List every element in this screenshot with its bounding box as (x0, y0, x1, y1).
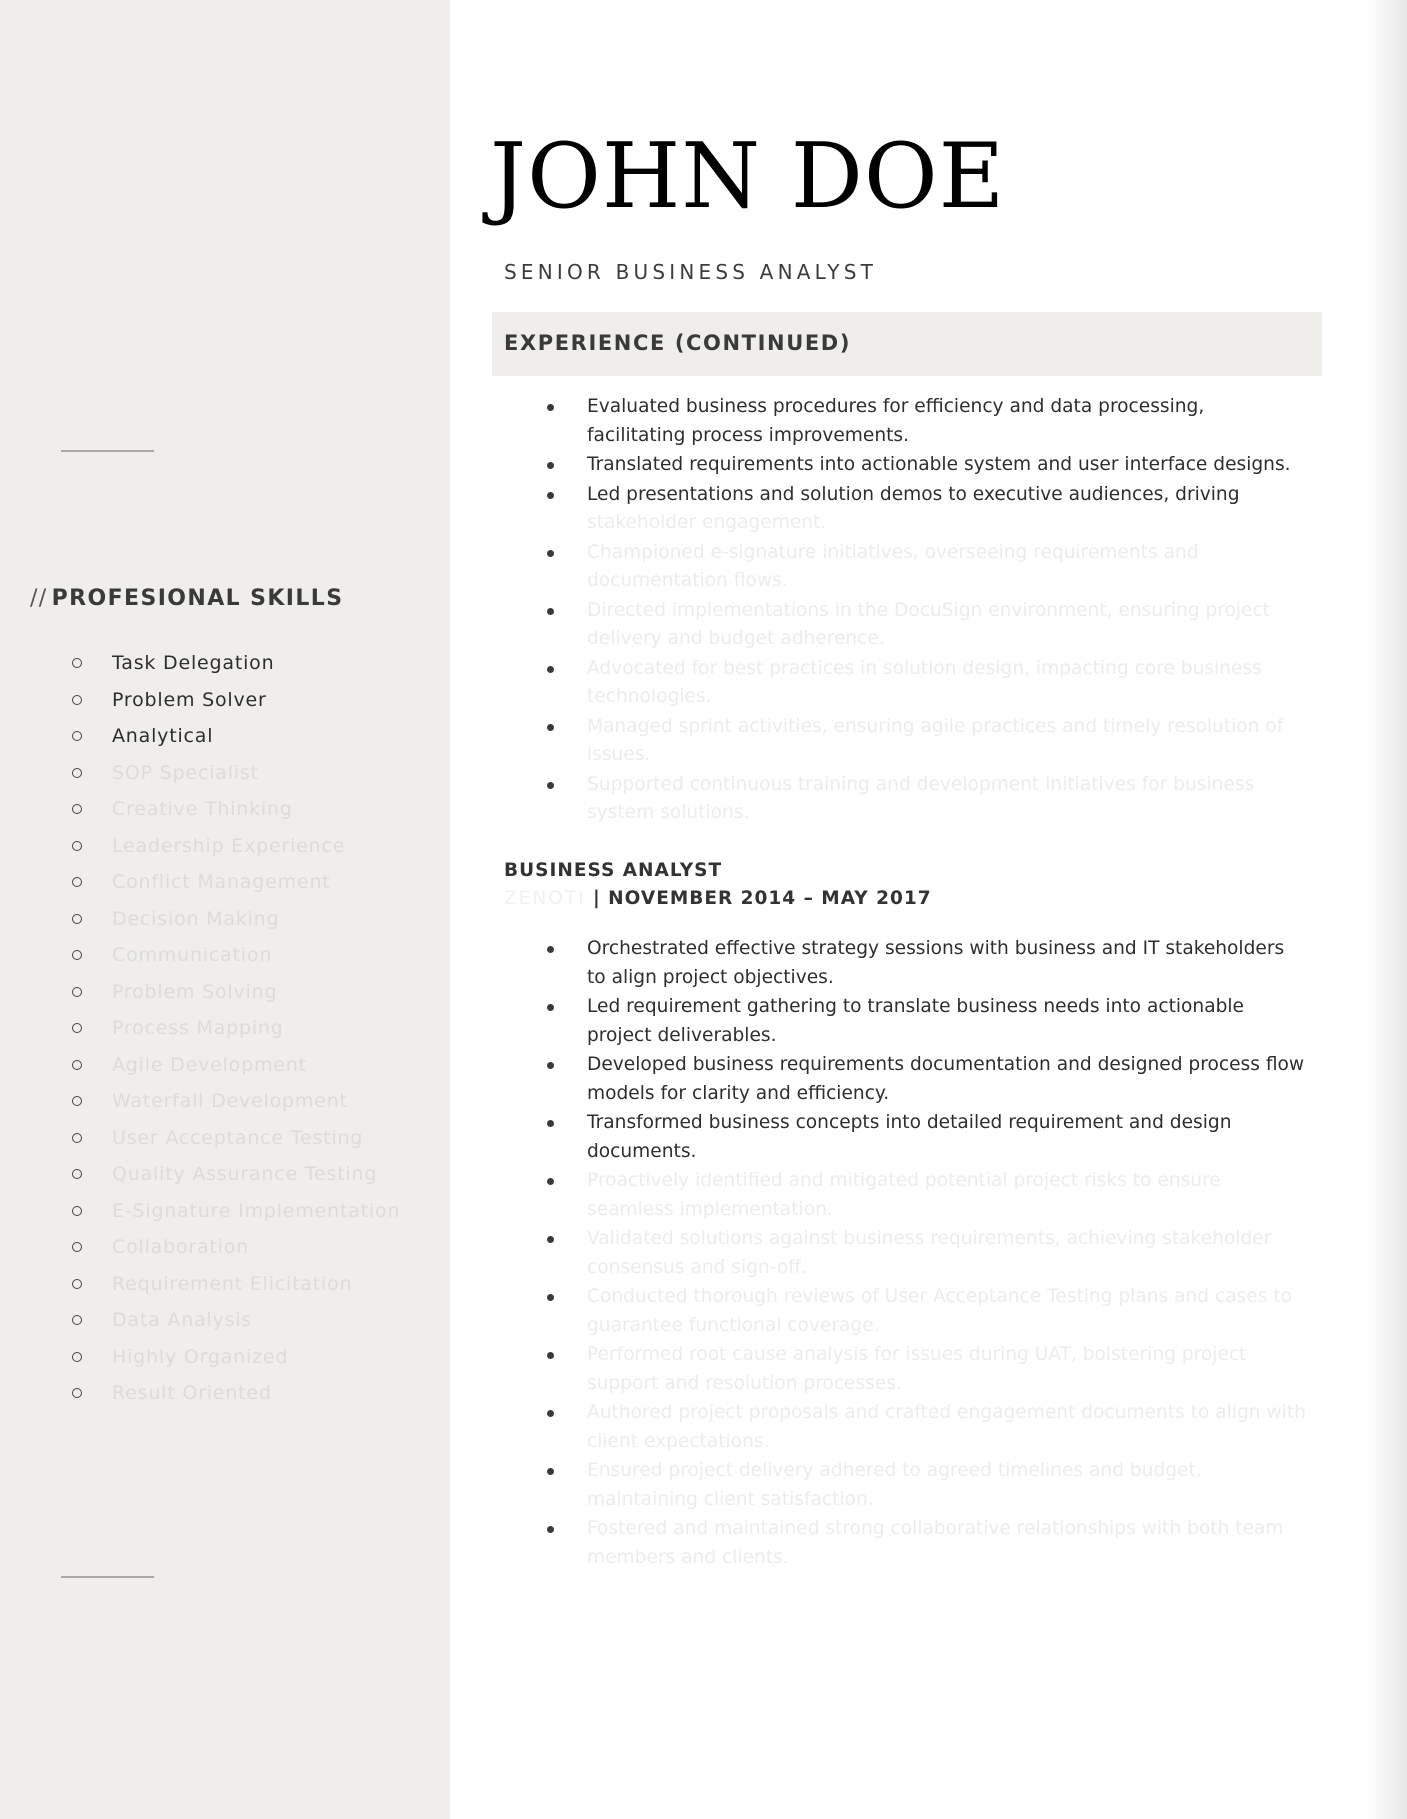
skill-label: Communication (112, 944, 273, 967)
bullet-dot-icon (547, 946, 554, 953)
role-company: ZENOTI (504, 888, 586, 909)
experience-bullet: Conducted thorough reviews of User Acceptance Testing plans and cases to guarantee functional coverage. (450, 1283, 1307, 1340)
experience-bullet: Led presentations and solution demos to executive audiences, driving stakeholder engagement. (450, 481, 1307, 538)
skills-list (70, 645, 400, 1412)
experience-bullet: Developed business requirements documentation and designed process flow models for clarity and efficiency. (450, 1051, 1307, 1108)
main-content (450, 0, 1407, 1819)
skill-label: Creative Thinking (112, 798, 293, 821)
skill-item (70, 937, 400, 974)
experience-bullet: Orchestrated effective strategy sessions with business and IT stakeholders to align project objectives. (450, 935, 1307, 992)
bullet-dot-icon (547, 1526, 554, 1533)
bullet-dot-icon (547, 1352, 554, 1359)
bullet-dot-icon (547, 1178, 554, 1185)
skill-item (70, 1375, 400, 1412)
experience-bullet: Advocated for best practices in solution design, impacting core business technologies. (450, 655, 1307, 712)
experience-bullet: Supported continuous training and development initiatives for business system solutions. (450, 771, 1307, 828)
circle-bullet-icon (72, 1206, 82, 1216)
experience-bullet: Ensured project delivery adhered to agreed timelines and budget, maintaining client satisfaction. (450, 1457, 1307, 1514)
experience-bullet: Transformed business concepts into detailed requirement and design documents. (450, 1109, 1307, 1166)
skill-item (70, 1229, 400, 1266)
skill-item (70, 755, 400, 792)
bullet-dot-icon (547, 724, 554, 731)
section-header-experience (492, 312, 1322, 376)
circle-bullet-icon (72, 695, 82, 705)
circle-bullet-icon (72, 1023, 82, 1033)
experience-bullet: Championed e-signature initiatives, overseeing requirements and documentation flows. (450, 539, 1307, 596)
skill-label: Problem Solver (112, 688, 267, 711)
experience-bullet: Led requirement gathering to translate business needs into actionable project deliverables. (450, 993, 1307, 1050)
circle-bullet-icon (72, 768, 82, 778)
circle-bullet-icon (72, 658, 82, 668)
skill-label: Process Mapping (112, 1017, 284, 1040)
skill-item (70, 1010, 400, 1047)
skill-item (70, 1156, 400, 1193)
skill-item (70, 828, 400, 865)
experience-bullet: Fostered and maintained strong collaborative relationships with both team members and clients. (450, 1515, 1307, 1572)
skill-item (70, 901, 400, 938)
skill-item (70, 1266, 400, 1303)
bullet-dot-icon (547, 404, 554, 411)
skill-label: Requirement Elicitation (112, 1272, 353, 1295)
circle-bullet-icon (72, 804, 82, 814)
skill-item (70, 1339, 400, 1376)
skill-label: Problem Solving (112, 980, 278, 1003)
skill-item (70, 791, 400, 828)
skills-heading-label: PROFESIONAL SKILLS (51, 586, 344, 611)
bullet-dot-icon (547, 782, 554, 789)
bullet-dot-icon (547, 462, 554, 469)
skill-label: Result Oriented (112, 1382, 272, 1405)
bullet-dot-icon (547, 1236, 554, 1243)
skill-item (70, 1047, 400, 1084)
circle-bullet-icon (72, 877, 82, 887)
bullet-dot-icon (547, 1004, 554, 1011)
sidebar (0, 0, 450, 1819)
skill-item (70, 1302, 400, 1339)
skill-item (70, 718, 400, 755)
skill-item (70, 1193, 400, 1230)
skill-label: Conflict Management (112, 871, 331, 894)
bullet-dot-icon (547, 550, 554, 557)
bullet-dot-icon (547, 1468, 554, 1475)
role-meta (504, 888, 932, 909)
skill-item (70, 864, 400, 901)
skill-label: Quality Assurance Testing (112, 1163, 378, 1186)
experience-bullet: Authored project proposals and crafted engagement documents to align with client expectations. (450, 1399, 1307, 1456)
bullet-dot-icon (547, 1062, 554, 1069)
circle-bullet-icon (72, 914, 82, 924)
sidebar-divider-bottom (61, 1576, 154, 1578)
candidate-title: SENIOR BUSINESS ANALYST (504, 260, 878, 284)
circle-bullet-icon (72, 1096, 82, 1106)
bullet-dot-icon (547, 492, 554, 499)
circle-bullet-icon (72, 1315, 82, 1325)
role-title: BUSINESS ANALYST (504, 860, 723, 881)
circle-bullet-icon (72, 841, 82, 851)
skill-label: Highly Organized (112, 1345, 289, 1368)
bullet-dot-icon (547, 1410, 554, 1417)
candidate-name: JOHN DOE (490, 124, 1006, 229)
skill-item (70, 1120, 400, 1157)
continued-experience-list (450, 393, 1350, 829)
section-heading: EXPERIENCE (CONTINUED) (504, 331, 852, 355)
circle-bullet-icon (72, 987, 82, 997)
skill-item (70, 682, 400, 719)
skills-heading-prefix: // (30, 586, 48, 611)
skill-label: User Acceptance Testing (112, 1126, 364, 1149)
circle-bullet-icon (72, 731, 82, 741)
role-dates: | NOVEMBER 2014 – MAY 2017 (592, 888, 932, 909)
skills-heading (30, 586, 343, 611)
skill-label: Agile Development (112, 1053, 307, 1076)
skill-item (70, 974, 400, 1011)
bullet-dot-icon (547, 1120, 554, 1127)
experience-bullet: Evaluated business procedures for efficiency and data processing, facilitating process improvements. (450, 393, 1307, 450)
experience-bullet: Proactively identified and mitigated potential project risks to ensure seamless implementation. (450, 1167, 1307, 1224)
circle-bullet-icon (72, 1242, 82, 1252)
experience-bullet: Managed sprint activities, ensuring agile practices and timely resolution of issues. (450, 713, 1307, 770)
skill-label: Decision Making (112, 907, 280, 930)
circle-bullet-icon (72, 1279, 82, 1289)
experience-bullet: Validated solutions against business requirements, achieving stakeholder consensus and sign-off. (450, 1225, 1307, 1282)
circle-bullet-icon (72, 1169, 82, 1179)
experience-bullet: Translated requirements into actionable system and user interface designs. (450, 451, 1307, 480)
skill-label: Leadership Experience (112, 834, 346, 857)
bullet-dot-icon (547, 1294, 554, 1301)
skill-label: SOP Specialist (112, 761, 259, 784)
skill-item (70, 645, 400, 682)
experience-bullet: Directed implementations in the DocuSign environment, ensuring project delivery and budget adherence. (450, 597, 1307, 654)
circle-bullet-icon (72, 1133, 82, 1143)
skill-label: Data Analysis (112, 1309, 253, 1332)
skill-item (70, 1083, 400, 1120)
sidebar-divider-top (61, 450, 154, 452)
experience-bullet: Performed root cause analysis for issues during UAT, bolstering project support and resolution processes. (450, 1341, 1307, 1398)
skill-label: E-Signature Implementation (112, 1199, 401, 1222)
skill-label: Waterfall Development (112, 1090, 348, 1113)
skill-label: Collaboration (112, 1236, 250, 1259)
circle-bullet-icon (72, 1060, 82, 1070)
page-edge-shadow (1367, 0, 1407, 1819)
circle-bullet-icon (72, 1388, 82, 1398)
role-bullets-list (450, 935, 1350, 1573)
skill-label: Analytical (112, 725, 214, 748)
circle-bullet-icon (72, 950, 82, 960)
bullet-dot-icon (547, 666, 554, 673)
bullet-dot-icon (547, 608, 554, 615)
circle-bullet-icon (72, 1352, 82, 1362)
skill-label: Task Delegation (112, 652, 275, 675)
